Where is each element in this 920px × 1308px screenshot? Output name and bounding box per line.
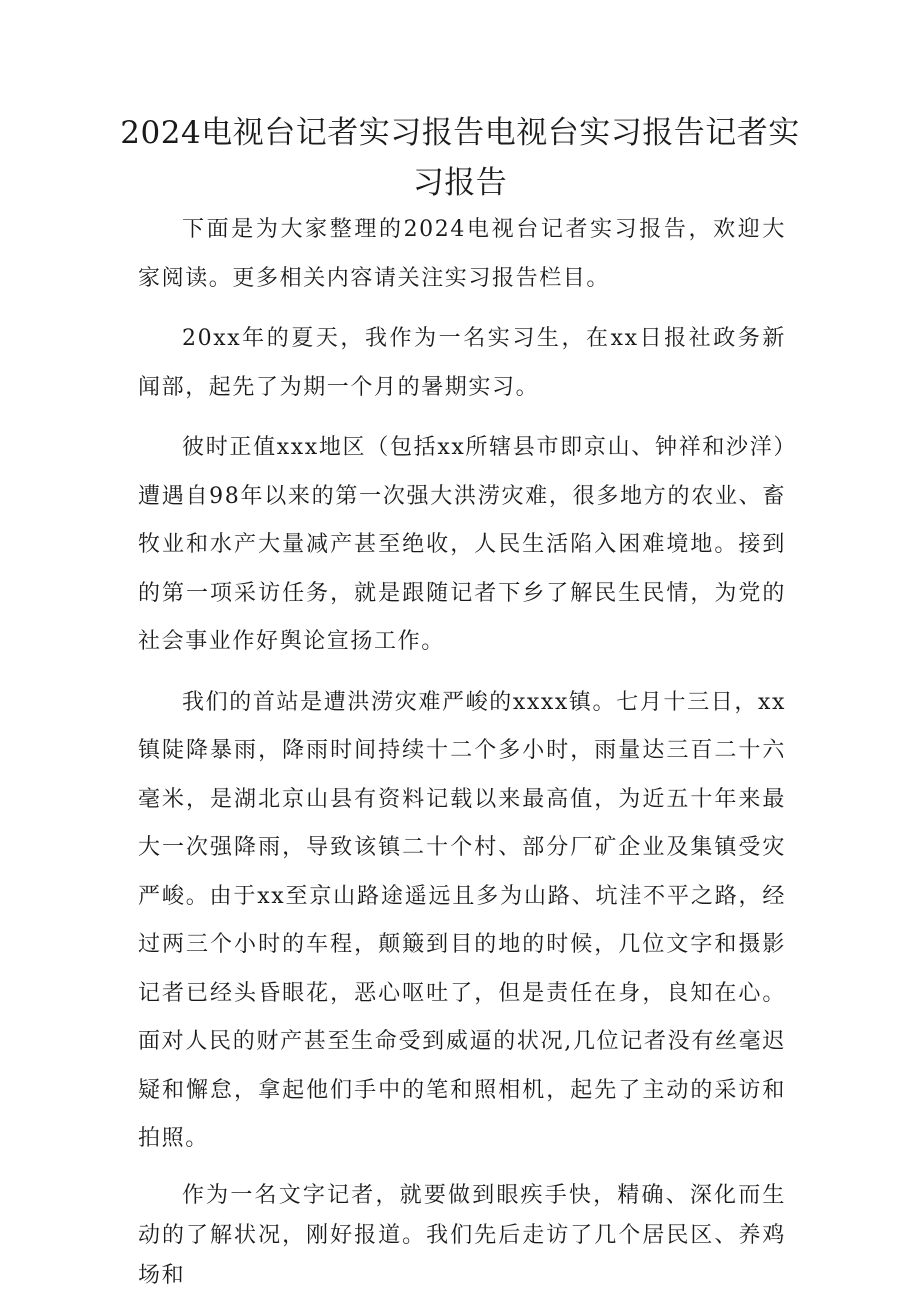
paragraph-intro: 下面是为大家整理的2024电视台记者实习报告，欢迎大家阅读。更多相关内容请关注实习报告栏目。 (138, 217, 786, 291)
paragraph-flood-background: 彼时正值xxx地区（包括xx所辖县市即京山、钟祥和沙洋）遭遇自98年以来的第一次强大洪涝灾难，很多地方的农业、畜牧业和水产大量减产甚至绝收，人民生活陷入困难境地。接到的第一项采访任务，就是跟随记者下乡了解民生民情，为党的社会事业作好舆论宣扬工作。 (138, 435, 786, 654)
paragraph-internship-start: 20xx年的夏天，我作为一名实习生，在xx日报社政务新闻部，起先了为期一个月的暑期实习。 (138, 326, 786, 400)
paragraph-text-reporter: 作为一名文字记者，就要做到眼疾手快，精确、深化而生动的了解状况，刚好报道。我们先后走访了几个居民区、养鸡场和 (138, 1182, 786, 1288)
document-title: 2024电视台记者实习报告电视台实习报告记者实习报告 (120, 115, 800, 201)
paragraph-first-stop: 我们的首站是遭洪涝灾难严峻的xxxx镇。七月十三日，xx镇陡降暴雨，降雨时间持续十二个多小时，雨量达三百二十六毫米，是湖北京山县有资料记载以来最高值，为近五十年来最大一次强降雨，导致该镇二十个村、部分厂矿企业及集镇受灾严峻。由于xx至京山路途遥远且多为山路、坑洼不平之路，经过两三个小时的车程，颠簸到目的地的时候，几位文字和摄影记者已经头昏眼花，恶心呕吐了，但是责任在身，良知在心。面对人民的财产甚至生命受到威逼的状况,几位记者没有丝毫迟疑和懈怠，拿起他们手中的笔和照相机，起先了主动的采访和拍照。 (138, 689, 786, 1151)
document-body (138, 206, 786, 1308)
